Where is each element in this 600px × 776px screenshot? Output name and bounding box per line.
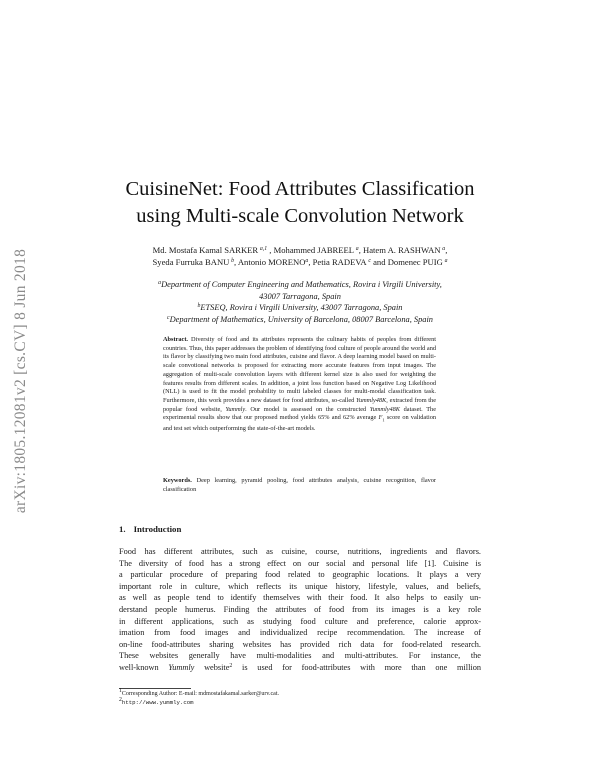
footnote-2 — [119, 696, 279, 708]
text-line: These websites generally have multi-modalities and multi-attributes. For instance, the — [119, 651, 481, 661]
author-name: Petia RADEVA — [312, 256, 367, 267]
keywords-label: Keywords. — [163, 477, 192, 484]
website-name: Yummly — [168, 662, 195, 672]
text-line: derstand people humerus. Finding the attributes of food from its images is a key role — [119, 604, 481, 614]
text-span: well-known — [119, 662, 159, 672]
author-name: Syeda Furruka BANU — [152, 256, 230, 267]
text-line: Food has different attributes, such as cuisine, course, nutritions, ingredients and flavors. — [119, 547, 481, 556]
footnote-number: 2 — [119, 696, 122, 703]
author-affil-mark: c — [368, 257, 371, 264]
title-line-2: using Multi-scale Convolution Network — [136, 205, 464, 227]
arxiv-identifier: arXiv:1805.12081v2 [cs.CV] 8 Jun 2018 — [12, 248, 29, 514]
affiliation-a — [70, 279, 530, 291]
affiliation-text: Department of Mathematics, University of Barcelona, 08007 Barcelona, Spain — [169, 314, 433, 324]
text-line: important role in culture, which reflects its unique history, lifestyle, values, and beliefs, — [119, 581, 481, 591]
title-line-1: CuisineNet: Food Attributes Classification — [125, 178, 475, 200]
footnote-number: 1 — [119, 688, 122, 694]
keywords-text: Deep learning, pyramid pooling, food attributes analysis, cuisine recognition, flavor classification — [163, 477, 437, 493]
affiliation-b — [70, 302, 530, 314]
footnote-url[interactable]: http://www.yummly.com — [121, 698, 194, 706]
text-span: is used for food-attributes with more than one million — [242, 662, 482, 672]
website-name: Yummly — [225, 405, 246, 413]
text-line: on-line food-attributes sharing websites has provided rich data for food-related research. — [119, 639, 481, 649]
footnote-mark: 2 — [229, 662, 233, 669]
abstract-text: extracted from the popular food website, — [163, 396, 436, 413]
f1-symbol: F — [378, 414, 383, 422]
authors-line-1: Md. Mostafa Kamal SARKER $^{a,1}$ , Mohammed JABREEL $^a$, Hatem A. RASHWAN $^a$, — [152, 245, 448, 255]
abstract-label: Abstract. — [163, 336, 189, 343]
author-name: Hatem A. RASHWAN — [362, 245, 441, 255]
text-line: as well as people tend to identify themselves with their food. It also helps to easily un- — [119, 593, 481, 603]
affiliation-a-city: 43007 Tarragona, Spain — [259, 291, 341, 301]
affiliations — [70, 279, 530, 325]
footnotes — [119, 690, 279, 707]
dataset-name: Yummly48K, — [356, 396, 388, 404]
footnote-1 — [119, 690, 279, 699]
author-name: Domenec PUIG — [387, 256, 443, 267]
author-affil-mark: a — [442, 246, 446, 252]
text-line — [119, 662, 481, 674]
abstract-text: Diversity of food and its attributes represents the culinary habits of peoples from different countries. Thus, this paper addresses the problem of identifying food culture of people around the world and its flavor by classifying two main food attributes, cuisine and flavor. A deep learning model based on multi-scale convotional networks is proposed for extracting more accurate features from input images. The aggregation of multi-scale convolution layers with different kernel size is also used for weighting the features results from different scales. In addition, a joint loss function based on Negative Log Likelihood (NLL) is used to fit the model probability to multi labeled classes for multi-modal classification task. Furthermore, this work provides a new dataset for food attributes, so-called — [163, 336, 436, 404]
author-name: Md. Mostafa Kamal SARKER — [152, 245, 259, 255]
author-name: Antonio MORENO — [237, 256, 306, 267]
affil-mark: c — [167, 314, 170, 321]
authors-line-2: Syeda Furruka BANU $^b$, Antonio MORENO$^a$, Petia RADEVA $^c$ and Domenec PUIG $^a$ — [152, 256, 448, 267]
footnote-rule — [119, 688, 191, 689]
affiliation-text: ETSEQ, Rovira i Virgili University, 43007 Tarragona, Spain — [200, 303, 403, 313]
abstract-text: dataset. The experimental results show that our proposed method yields 65% and 62% average — [163, 405, 436, 422]
author-name: Mohammed JABREEL — [273, 245, 355, 255]
abstract-text: score on validation and test set which outperforming the state-of-the-art models. — [163, 414, 436, 433]
dataset-name: Yummly48K — [369, 405, 401, 413]
author-affil-mark: a — [355, 246, 359, 252]
abstract — [163, 336, 436, 434]
affiliation-c — [70, 314, 530, 326]
abstract-text: . Our model is assessed on the constructed — [245, 405, 367, 413]
affiliation-text: Department of Computer Engineering and Mathematics, Rovira i Virgili University, — [161, 280, 442, 289]
paper-title — [80, 176, 520, 230]
author-affil-mark: a — [305, 257, 309, 264]
f1-subscript: 1 — [382, 417, 385, 423]
section-title: Introduction — [133, 524, 182, 534]
author-list — [70, 245, 530, 269]
author-conjunction: and — [373, 256, 386, 267]
affil-mark: a — [158, 280, 162, 286]
introduction-body — [119, 546, 481, 674]
author-affil-mark: a — [444, 257, 448, 264]
keywords — [163, 477, 436, 494]
footnote-text: Corresponding Author: E-mail: mdmostafakamal.sarker@urv.cat. — [121, 691, 280, 697]
author-affil-mark: b — [231, 257, 235, 264]
text-line: a particular procedure of preparing food related to geographic locations. It plays a very — [119, 570, 481, 580]
text-line: imation from food images and individualized recipe recommendation. The increase of — [119, 628, 481, 638]
text-span: website — [204, 662, 230, 672]
text-line: The diversity of food has a strong effect on our social and personal life [1]. Cuisine is — [119, 558, 481, 568]
section-number: 1. — [119, 524, 126, 534]
author-affil-mark: a,1 — [259, 246, 268, 252]
text-line: in different applications, such as studying food culture and preference, calorie approx- — [119, 616, 481, 626]
affil-mark: b — [197, 303, 201, 310]
section-heading — [119, 524, 189, 534]
